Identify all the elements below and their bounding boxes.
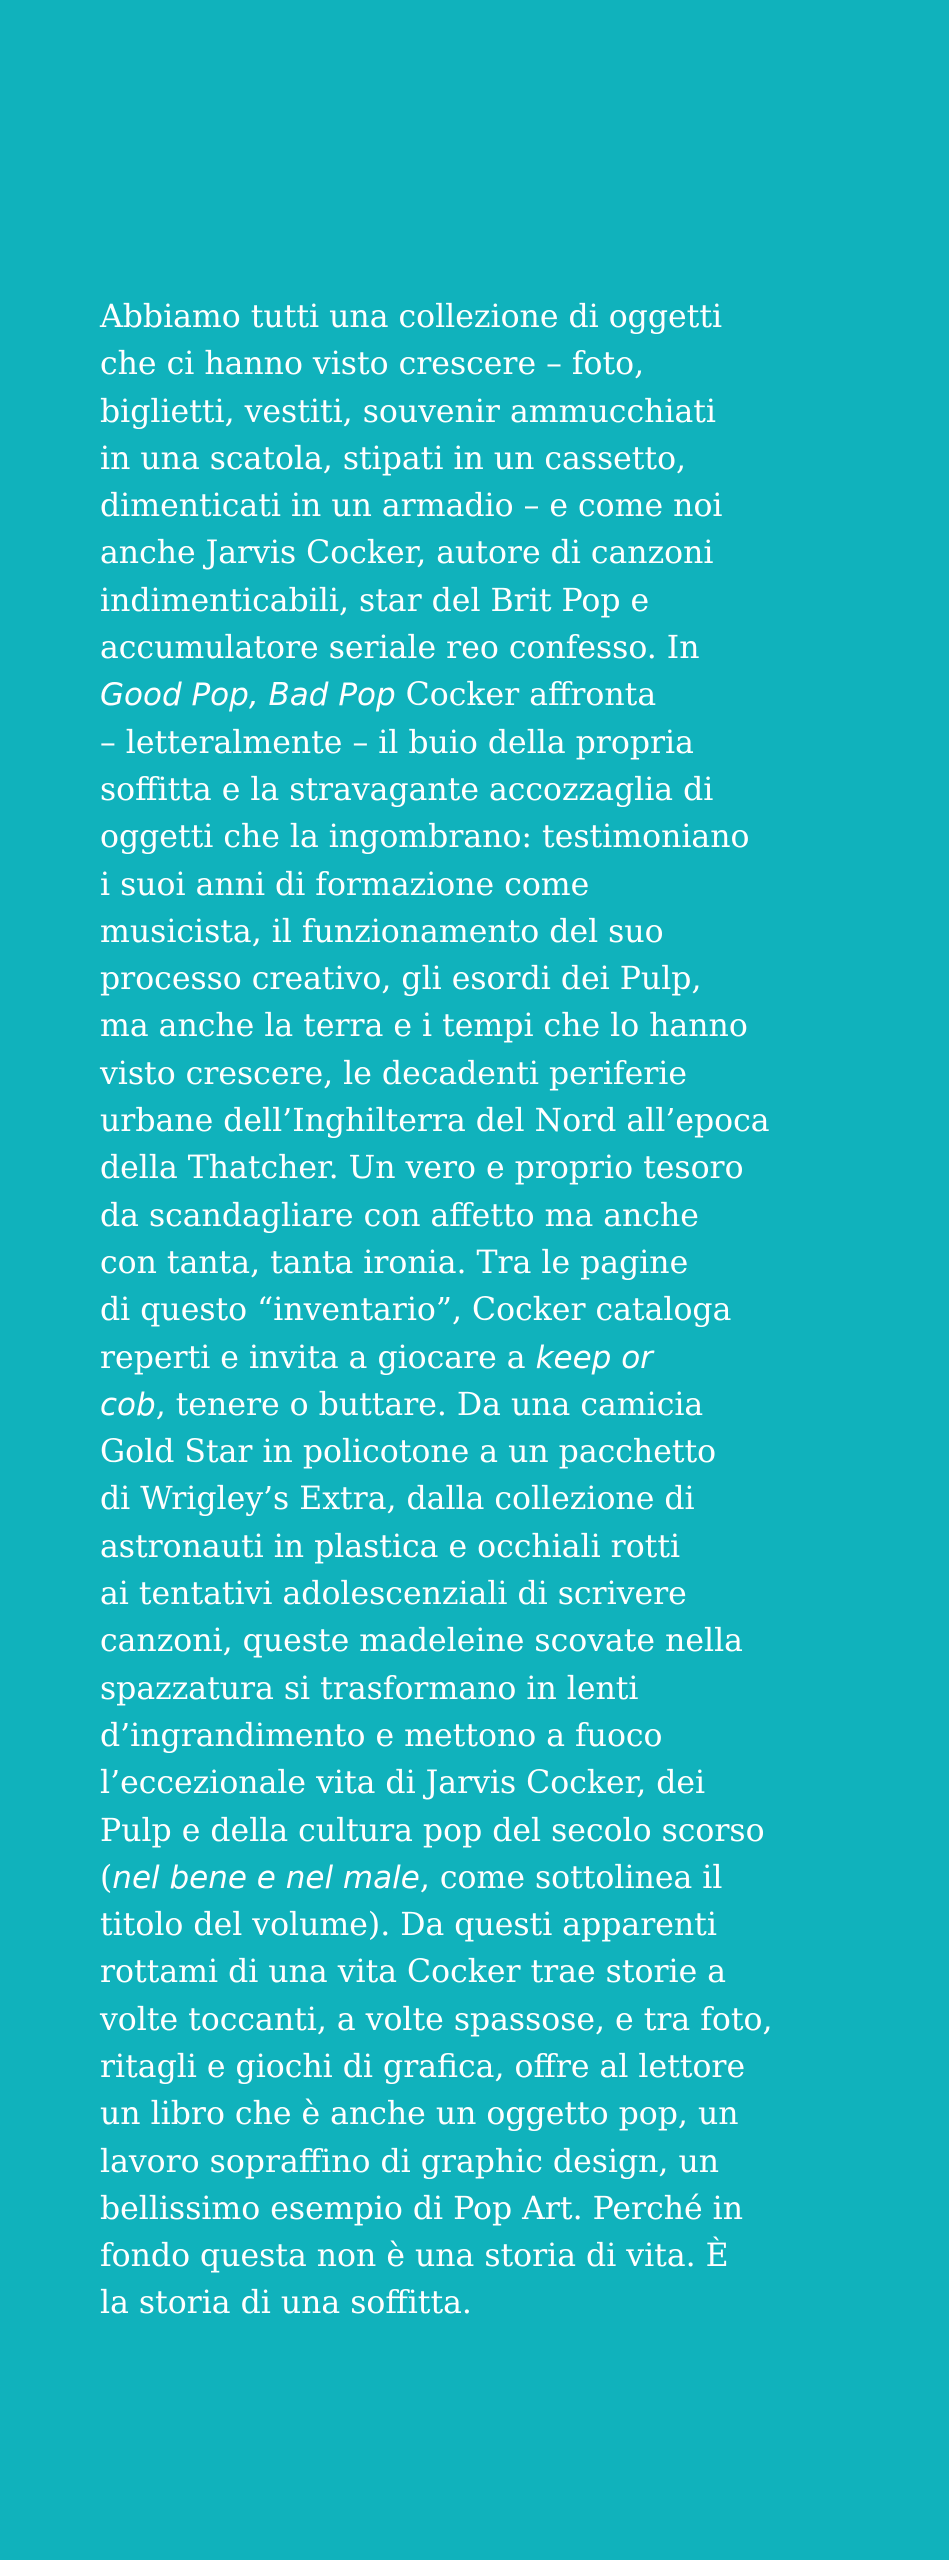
blurb-line	[100, 1098, 930, 1145]
blurb-line	[100, 862, 930, 909]
blurb-italic-text: nel bene e nel male	[112, 1859, 420, 1896]
blurb-text: processo creativo, gli esordi dei Pulp,	[100, 961, 702, 998]
blurb-text: di questo “inventario”, Cocker cataloga	[100, 1292, 732, 1329]
blurb-text: in una scatola, stipati in un cassetto,	[100, 440, 687, 477]
blurb-text: d’ingrandimento e mettono a fuoco	[100, 1717, 663, 1754]
blurb-italic-text: keep or	[535, 1339, 653, 1376]
blurb-line	[100, 1003, 930, 1050]
blurb-line	[100, 1760, 930, 1807]
blurb-line	[100, 2186, 930, 2233]
blurb-text: (	[100, 1859, 113, 1896]
blurb-line	[100, 956, 930, 1003]
blurb-text: visto crescere, le decadenti periferie	[100, 1055, 687, 1092]
blurb-line	[100, 389, 930, 436]
blurb-line	[100, 2280, 930, 2327]
blurb-line	[100, 1713, 930, 1760]
blurb-text: Gold Star in policotone a un pacchetto	[100, 1434, 717, 1471]
blurb-text: i suoi anni di formazione come	[100, 866, 590, 903]
book-blurb	[100, 294, 930, 2328]
blurb-text: urbane dell’Inghilterra del Nord all’epoca	[100, 1103, 770, 1140]
blurb-line	[100, 1666, 930, 1713]
blurb-text: con tanta, tanta ironia. Tra le pagine	[100, 1244, 689, 1281]
blurb-line	[100, 294, 930, 341]
blurb-text: canzoni, queste madeleine scovate nella	[100, 1623, 743, 1660]
blurb-line	[100, 1902, 930, 1949]
blurb-line	[100, 1051, 930, 1098]
blurb-text: biglietti, vestiti, souvenir ammucchiati	[100, 393, 716, 430]
blurb-italic-text: Good Pop, Bad Pop	[100, 677, 396, 714]
blurb-text: bellissimo esempio di Pop Art. Perché in	[100, 2190, 744, 2227]
blurb-text: che ci hanno visto crescere – foto,	[100, 346, 645, 383]
blurb-line	[100, 1949, 930, 1996]
blurb-text: l’eccezionale vita di Jarvis Cocker, dei	[100, 1765, 706, 1802]
blurb-line	[100, 767, 930, 814]
blurb-text: accumulatore seriale reo confesso. In	[100, 630, 700, 667]
blurb-text: Abbiamo tutti una collezione di oggetti	[100, 299, 723, 335]
blurb-text: fondo questa non è una storia di vita. È	[100, 2238, 729, 2275]
blurb-line	[100, 483, 930, 530]
blurb-line	[100, 1240, 930, 1287]
blurb-text: oggetti che la ingombrano: testimoniano	[100, 819, 750, 856]
blurb-text: Pulp e della cultura pop del secolo scorso	[100, 1812, 765, 1849]
blurb-line	[100, 1808, 930, 1855]
blurb-line	[100, 1476, 930, 1523]
blurb-line	[100, 436, 930, 483]
blurb-line	[100, 2233, 930, 2280]
blurb-line	[100, 2044, 930, 2091]
blurb-line	[100, 2091, 930, 2138]
blurb-text: della Thatcher. Un vero e proprio tesoro	[100, 1150, 744, 1187]
blurb-text: indimenticabili, star del Brit Pop e	[100, 582, 650, 619]
blurb-line	[100, 672, 930, 719]
blurb-text: ai tentativi adolescenziali di scrivere	[100, 1576, 687, 1613]
blurb-line	[100, 1997, 930, 2044]
blurb-text: ritagli e giochi di grafica, offre al lettore	[100, 2048, 746, 2085]
blurb-line	[100, 720, 930, 767]
blurb-text: un libro che è anche un oggetto pop, un	[100, 2096, 739, 2133]
blurb-line	[100, 341, 930, 388]
blurb-text: dimenticati in un armadio – e come noi	[100, 488, 723, 525]
blurb-italic-text: cob	[100, 1386, 156, 1423]
blurb-text: spazzatura si trasformano in lenti	[100, 1670, 639, 1707]
blurb-text: da scandagliare con affetto ma anche	[100, 1197, 699, 1234]
blurb-line	[100, 1193, 930, 1240]
blurb-line	[100, 2139, 930, 2186]
blurb-text: volte toccanti, a volte spassose, e tra foto,	[100, 2001, 773, 2038]
blurb-line	[100, 1335, 930, 1382]
blurb-text: astronauti in plastica e occhiali rotti	[100, 1528, 681, 1565]
blurb-text: anche Jarvis Cocker, autore di canzoni	[100, 535, 714, 572]
blurb-text: – letteralmente – il buio della propria	[100, 724, 694, 761]
blurb-text: di Wrigley’s Extra, dalla collezione di	[100, 1481, 695, 1518]
blurb-text: , come sottolinea il	[419, 1859, 723, 1896]
blurb-text: lavoro sopraffino di graphic design, un	[100, 2143, 720, 2180]
blurb-text: la storia di una soffitta.	[100, 2285, 472, 2322]
blurb-text: titolo del volume). Da questi apparenti	[100, 1907, 717, 1944]
blurb-text: soffitta e la stravagante accozzaglia di	[100, 771, 714, 808]
blurb-line	[100, 1382, 930, 1429]
blurb-line	[100, 1524, 930, 1571]
blurb-text: , tenere o buttare. Da una camicia	[155, 1386, 704, 1423]
blurb-line	[100, 530, 930, 577]
blurb-line	[100, 578, 930, 625]
blurb-line	[100, 1145, 930, 1192]
blurb-line	[100, 625, 930, 672]
blurb-text: musicista, il funzionamento del suo	[100, 913, 664, 950]
blurb-line	[100, 1618, 930, 1665]
blurb-text: rottami di una vita Cocker trae storie a	[100, 1954, 727, 1991]
blurb-text: reperti e invita a giocare a	[100, 1339, 536, 1376]
blurb-line	[100, 814, 930, 861]
blurb-line	[100, 1855, 930, 1902]
blurb-text: Cocker affronta	[395, 677, 657, 714]
blurb-line	[100, 1571, 930, 1618]
blurb-line	[100, 1429, 930, 1476]
blurb-text: ma anche la terra e i tempi che lo hanno	[100, 1008, 748, 1045]
blurb-line	[100, 909, 930, 956]
blurb-line	[100, 1287, 930, 1334]
